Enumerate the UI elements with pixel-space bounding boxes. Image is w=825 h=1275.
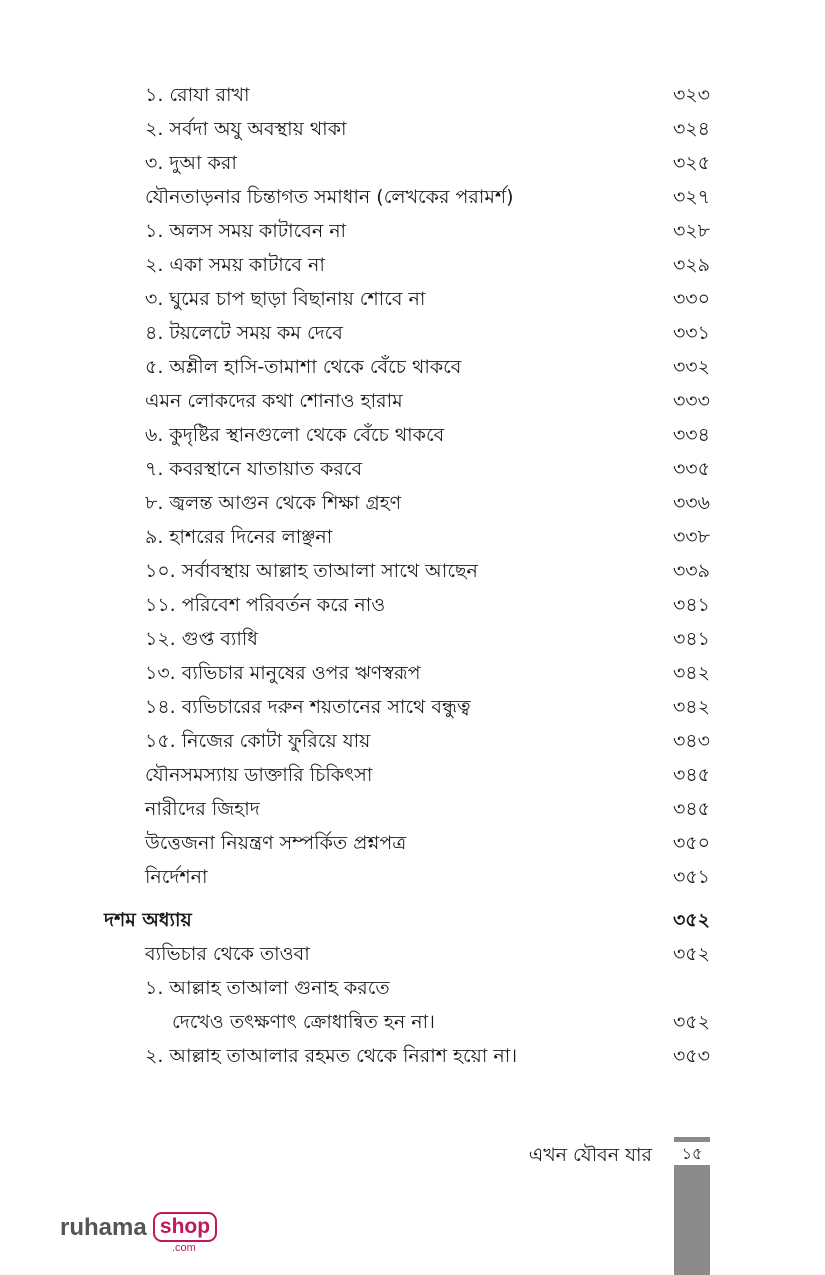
toc-entry-title: ৩. দুআ করা (145, 152, 237, 174)
toc-entry (145, 420, 710, 450)
toc-entry-title: যৌনসমস্যায় ডাক্তারি চিকিৎসা (145, 764, 373, 786)
toc-entry-page: ৩৪৫ (672, 764, 710, 786)
toc-entry (145, 352, 710, 382)
toc-entry-continuation (172, 1007, 710, 1037)
toc-entry (145, 658, 710, 688)
toc-entry-page: ৩২৭ (672, 186, 710, 208)
toc-entry-page: ৩৪৩ (672, 730, 710, 752)
toc-entry (145, 386, 710, 416)
toc-entry (145, 726, 710, 756)
toc-entry-page: ৩৩২ (672, 356, 710, 378)
toc-entry-title: ৩. ঘুমের চাপ ছাড়া বিছানায় শোবে না (145, 288, 426, 310)
toc-entry (145, 828, 710, 858)
toc-entry (145, 454, 710, 484)
toc-entry (145, 556, 710, 586)
toc-entry-page: ৩২৫ (672, 152, 710, 174)
logo-text-domain: .com (172, 1242, 196, 1254)
toc-entry-title: ১১. পরিবেশ পরিবর্তন করে নাও (145, 594, 386, 616)
toc-entry-page: ৩৪২ (672, 696, 710, 718)
toc-entry (145, 148, 710, 178)
toc-entry-page: ৩৩১ (672, 322, 710, 344)
toc-entry (145, 794, 710, 824)
chapter-title: দশম অধ্যায় (104, 909, 192, 931)
toc-entry-title: ৯. হাশরের দিনের লাঞ্ছনা (145, 526, 333, 548)
toc-entry-title: যৌনতাড়নার চিন্তাগত সমাধান (লেখকের পরামর্শ) (145, 186, 514, 208)
toc-entry-title: ৪. টয়লেটে সময় কম দেবে (145, 322, 343, 344)
toc-entry (145, 284, 710, 314)
chapter-heading (104, 905, 710, 935)
toc-entry-title: নির্দেশনা (145, 866, 208, 888)
toc-entry-page: ৩২৯ (672, 254, 710, 276)
toc-entry-page: ৩৪২ (672, 662, 710, 684)
toc-entry-page: ৩৩৩ (672, 390, 710, 412)
logo-text-ruhama: ruhama (60, 1214, 147, 1241)
toc-entry-title: ২. একা সময় কাটাবে না (145, 254, 325, 276)
toc-entry (145, 318, 710, 348)
toc-entry-title: ৫. অশ্লীল হাসি-তামাশা থেকে বেঁচে থাকবে (145, 356, 462, 378)
toc-entry-title: ব্যভিচার থেকে তাওবা (145, 943, 310, 965)
toc-entry-page: ৩২৩ (672, 84, 710, 106)
toc-entry (145, 488, 710, 518)
toc-entry-page: ৩৪১ (672, 628, 710, 650)
toc-entry-title: নারীদের জিহাদ (145, 798, 260, 820)
chapter-page: ৩৫২ (672, 909, 710, 931)
toc-entry-title: এমন লোকদের কথা শোনাও হারাম (145, 390, 403, 412)
toc-entry-title: ১০. সর্বাবস্থায় আল্লাহ তাআলা সাথে আছেন (145, 560, 478, 582)
toc-entry-page: ৩৫২ (672, 1011, 710, 1033)
ruhamashop-logo (60, 1212, 230, 1262)
toc-entry-page: ৩২৪ (672, 118, 710, 140)
toc-entry-title: ১৫. নিজের কোটা ফুরিয়ে যায় (145, 730, 371, 752)
toc-entry (145, 80, 710, 110)
toc-entry-title: ১২. গুপ্ত ব্যাধি (145, 628, 258, 650)
toc-entry-page: ৩৩০ (672, 288, 710, 310)
toc-entry-page: ৩৩৯ (672, 560, 710, 582)
toc-entry (145, 624, 710, 654)
toc-entry (145, 939, 710, 969)
toc-entry-title: ১৪. ব্যভিচারের দরুন শয়তানের সাথে বন্ধুত্ব (145, 696, 471, 718)
toc-entry (145, 182, 710, 212)
toc-entry (145, 216, 710, 246)
toc-entry-page: ৩২৮ (672, 220, 710, 242)
toc-entry-title: ১. রোযা রাখা (145, 84, 250, 106)
page-number: ১৫ (681, 1144, 703, 1163)
toc-entry-page: ৩৩৮ (672, 526, 710, 548)
toc-entry-page: ৩৫৩ (672, 1045, 710, 1067)
toc-entry-title: ৬. কুদৃষ্টির স্থানগুলো থেকে বেঁচে থাকবে (145, 424, 445, 446)
book-title: এখন যৌবন যার (528, 1144, 652, 1166)
toc-entry-title: ৭. কবরস্থানে যাতায়াত করবে (145, 458, 363, 480)
toc-entry (145, 1041, 710, 1071)
toc-entry-page: ৩৫১ (672, 866, 710, 888)
toc-entry (145, 973, 710, 1003)
toc-entry-page: ৩৩৫ (672, 458, 710, 480)
toc-entry-title: ৮. জ্বলন্ত আগুন থেকে শিক্ষা গ্রহণ (145, 492, 402, 514)
toc-entry-title: ২. সর্বদা অযু অবস্থায় থাকা (145, 118, 347, 140)
toc-entry-page: ৩৩৪ (672, 424, 710, 446)
toc-entry-title: দেখেও তৎক্ষণাৎ ক্রোধান্বিত হন না। (172, 1011, 435, 1033)
toc-entry (145, 522, 710, 552)
toc-entry-title: উত্তেজনা নিয়ন্ত্রণ সম্পর্কিত প্রশ্নপত্র (145, 832, 407, 854)
toc-entry-page: ৩৪১ (672, 594, 710, 616)
toc-entry (145, 250, 710, 280)
toc-entry (145, 862, 710, 892)
toc-entry (145, 760, 710, 790)
toc-entry (145, 692, 710, 722)
toc-entry-page: ৩৫২ (672, 943, 710, 965)
page-tab (674, 1165, 710, 1275)
toc-entry-title: ১. অলস সময় কাটাবেন না (145, 220, 347, 242)
toc-entry (145, 590, 710, 620)
toc-entry-title: ১. আল্লাহ তাআলা গুনাহ করতে (145, 977, 390, 999)
toc-entry-page: ৩৪৫ (672, 798, 710, 820)
toc-entry-title: ১৩. ব্যভিচার মানুষের ওপর ঋণস্বরূপ (145, 662, 421, 684)
toc-entry (145, 114, 710, 144)
toc-entry-page: ৩৫০ (672, 832, 710, 854)
toc-entry-title: ২. আল্লাহ তাআলার রহমত থেকে নিরাশ হয়ো না। (145, 1045, 518, 1067)
logo-text-shop: shop (153, 1212, 217, 1242)
toc-entry-page: ৩৩৬ (672, 492, 710, 514)
